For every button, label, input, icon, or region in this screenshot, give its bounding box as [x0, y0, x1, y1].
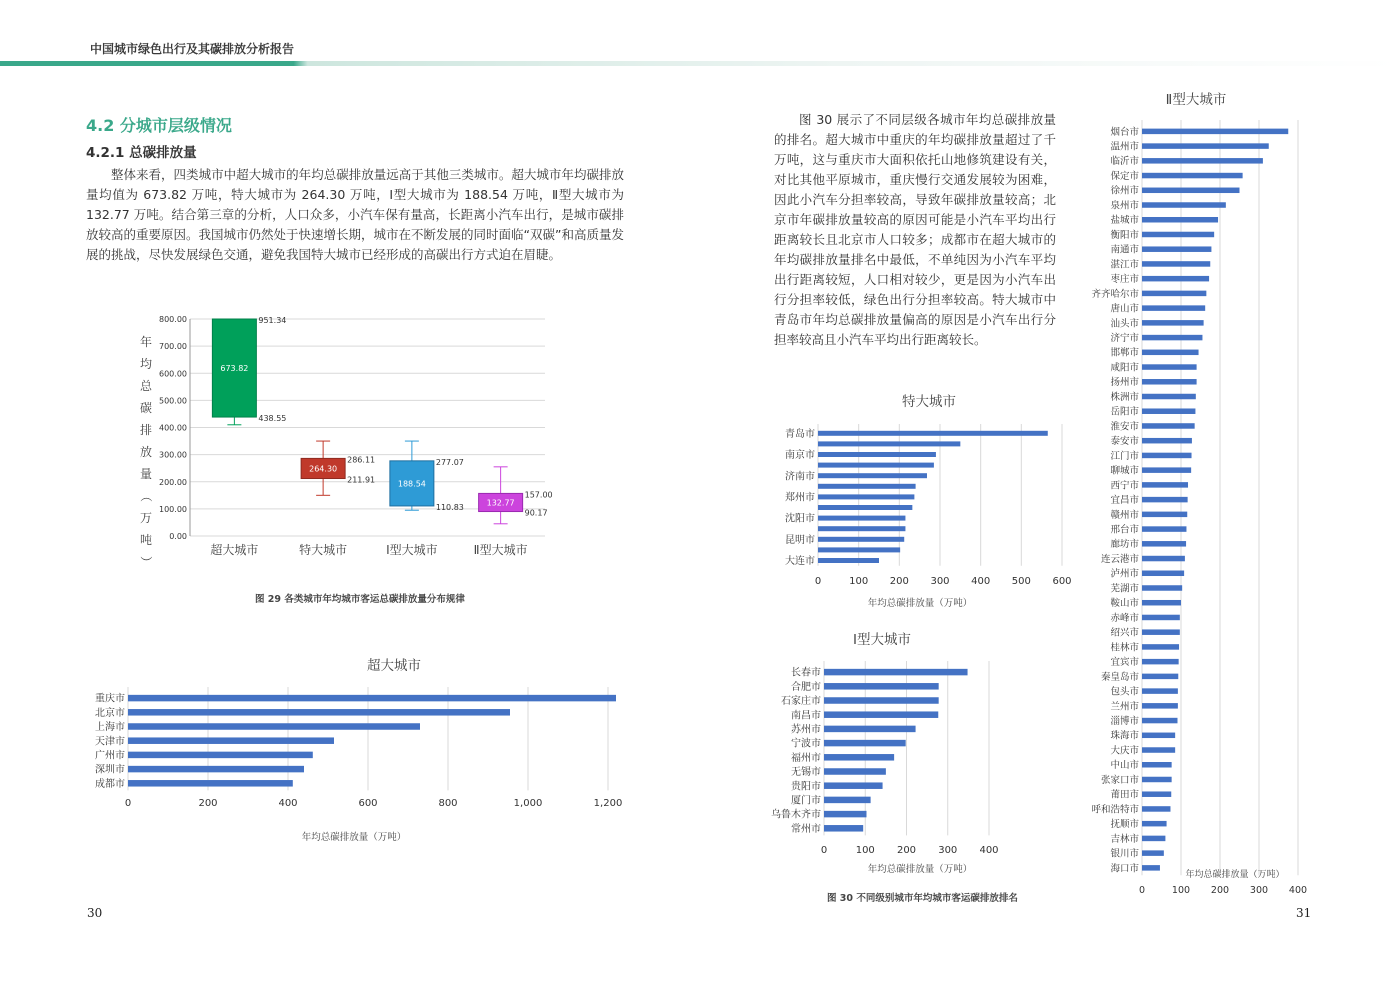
bar — [824, 711, 938, 718]
category-label: 邢台市 — [1110, 524, 1139, 536]
type1-cities-chart — [760, 625, 1010, 880]
bar — [1142, 276, 1209, 282]
category-label: 淮安市 — [1110, 421, 1139, 433]
category-label: 兰州市 — [1110, 701, 1139, 713]
x-tick-label: 200 — [198, 798, 218, 809]
bar — [818, 473, 927, 478]
category-label: 成都市 — [95, 778, 125, 790]
y-axis-label-char: 年 — [139, 335, 153, 349]
category-label: 中山市 — [1110, 760, 1139, 772]
bar — [128, 780, 293, 787]
bar — [1142, 379, 1197, 385]
category-label: 南昌市 — [791, 710, 821, 722]
bar — [1142, 305, 1205, 311]
bar — [1142, 821, 1167, 827]
bar — [824, 825, 863, 832]
category-label: 长春市 — [791, 667, 821, 679]
bar — [1142, 703, 1178, 709]
category-label: 深圳市 — [95, 764, 125, 776]
y-tick-label: 800.00 — [159, 315, 187, 324]
x-tick-label: 0 — [814, 576, 822, 587]
category-label: 泰安市 — [1110, 436, 1139, 448]
bar — [818, 452, 936, 457]
bar — [1142, 129, 1288, 135]
category-label: 宁波市 — [791, 738, 821, 750]
right-paragraph: 图 30 展示了不同层级各城市年均总碳排放量的排名。超大城市中重庆的年均碳排放量超过了千万吨，这与重庆市大面积依托山地修筑建设有关，对比其他平原城市，重庆慢行交通发展较为困难，因此小汽车分担率较高，导致年碳排放量较高；北京市年碳排放量较高的原因可能是小汽车平均出行距离较长且北京市人口较多；成都市在超大城市的年均碳排放量排名中最低，不单纯因为小汽车平均出行距离较短，人口相对较少，更是因为小汽车出行分担率较低，绿色出行分担率较高。特大城市中青岛市年均总碳排放量偏高的原因是小汽车出行分担率较高且小汽车平均出行距离较长。 — [774, 112, 1056, 347]
x-tick-label: 100 — [849, 576, 869, 587]
category-label: 咸阳市 — [1110, 362, 1139, 374]
category-label: 齐齐哈尔市 — [1091, 288, 1139, 300]
category-label: 扬州市 — [1110, 377, 1139, 389]
category-label: 泉州市 — [1110, 200, 1139, 212]
category-label: 海口市 — [1110, 863, 1139, 875]
category-label: 盐城市 — [1110, 215, 1139, 227]
bar — [1142, 291, 1206, 297]
bar — [1142, 482, 1188, 488]
bar — [1142, 526, 1186, 532]
chart-title: Ⅰ型大城市 — [853, 632, 911, 648]
x-tick-label: 200 — [896, 845, 917, 856]
bar — [1142, 232, 1214, 238]
x-axis-label: 年均总碳排放量（万吨） — [867, 598, 973, 609]
category-label: 福州市 — [791, 752, 821, 764]
category-label: 乌鲁木齐市 — [771, 809, 821, 821]
x-tick-label: 100 — [1171, 885, 1191, 896]
section-title: 4.2 分城市层级情况 — [86, 116, 232, 135]
category-label: 南通市 — [1110, 244, 1139, 256]
bar — [1142, 718, 1177, 724]
x-tick-label: 0 — [820, 845, 828, 856]
category-label: 济南市 — [785, 471, 815, 483]
category-label: 岳阳市 — [1110, 406, 1139, 418]
bar — [818, 537, 904, 542]
chart-title: Ⅱ型大城市 — [1165, 92, 1227, 108]
y-axis-label-char: 万 — [139, 511, 153, 525]
bar — [1142, 600, 1181, 606]
bar — [128, 766, 304, 773]
bar — [1142, 556, 1185, 562]
category-label: 大连市 — [785, 556, 815, 568]
y-tick-label: 400.00 — [159, 423, 187, 433]
category-label: 包头市 — [1110, 686, 1139, 698]
x-tick-label: 500 — [1011, 576, 1031, 587]
x-axis-label: 年均总碳排放量（万吨） — [867, 864, 973, 875]
bar — [1142, 659, 1179, 665]
bar — [824, 797, 871, 804]
x-tick-label: 0 — [1138, 885, 1146, 896]
x-tick-label: 400 — [971, 576, 991, 587]
bar — [818, 484, 916, 489]
box-q1-label: 211.91 — [347, 475, 376, 485]
bar — [818, 547, 900, 552]
category-label: 枣庄市 — [1110, 274, 1139, 286]
category-label: 衡阳市 — [1110, 229, 1139, 241]
bar — [1142, 806, 1170, 812]
bar — [824, 782, 883, 789]
category-label: 呼和浩特市 — [1091, 804, 1139, 816]
bar — [1142, 158, 1263, 164]
header-bar — [0, 60, 1398, 67]
category-label: 廊坊市 — [1110, 539, 1139, 551]
category-label: 珠海市 — [1110, 730, 1139, 742]
bar — [1142, 173, 1243, 179]
chart-title: 超大城市 — [367, 658, 421, 674]
category-label: 汕头市 — [1110, 318, 1139, 330]
y-tick-label: 600.00 — [159, 369, 187, 379]
bar — [1142, 629, 1180, 635]
bar — [1142, 541, 1186, 547]
box-q1-label: 110.83 — [435, 502, 464, 512]
page-number-right: 31 — [1296, 906, 1312, 920]
bar — [1142, 615, 1180, 621]
category-label: 临沂市 — [1110, 156, 1139, 168]
x-tick-label: 200 — [889, 576, 909, 587]
type2-cities-chart — [1080, 85, 1320, 900]
bar — [1142, 762, 1172, 768]
x-tick-label: 1,200 — [593, 798, 623, 809]
y-tick-label: 700.00 — [159, 342, 187, 352]
bar — [1142, 688, 1178, 694]
y-tick-label: 500.00 — [159, 396, 187, 406]
y-axis-label-char: 碳 — [139, 401, 153, 415]
category-label: 温州市 — [1110, 141, 1139, 153]
category-label: 淄博市 — [1110, 715, 1139, 727]
category-label: 鞍山市 — [1110, 598, 1139, 610]
bar — [1142, 217, 1218, 223]
bar — [818, 431, 1048, 436]
bar — [1142, 202, 1226, 208]
x-tick-label: 400 — [278, 798, 298, 809]
category-label: 石家庄市 — [781, 696, 821, 708]
category-label: 昆明市 — [785, 534, 815, 546]
bar — [1142, 467, 1191, 473]
bar — [1142, 644, 1179, 650]
y-axis-label-char: ） — [139, 555, 153, 568]
category-label: 济宁市 — [1110, 333, 1139, 345]
box-mean-label: 188.54 — [397, 479, 426, 489]
x-tick-label: 1,000 — [513, 798, 543, 809]
bar — [1142, 850, 1164, 856]
y-tick-label: 100.00 — [159, 504, 187, 514]
category-label: 常州市 — [791, 823, 821, 835]
bar — [1142, 335, 1202, 341]
bar — [128, 737, 334, 744]
category-label: 芜湖市 — [1110, 583, 1139, 595]
category-label: 赣州市 — [1110, 509, 1139, 521]
bar — [824, 740, 906, 747]
category-label: 绍兴市 — [1110, 627, 1139, 639]
bar — [1142, 350, 1199, 356]
bar — [1142, 674, 1178, 680]
x-tick-label: 600 — [358, 798, 378, 809]
category-label: 保定市 — [1110, 170, 1139, 182]
bar — [1142, 438, 1192, 444]
bar — [128, 695, 616, 702]
category-label: 张家口市 — [1100, 774, 1139, 786]
category-label: 合肥市 — [791, 681, 821, 693]
bar — [128, 723, 420, 730]
bar — [824, 669, 968, 676]
y-axis-label-char: （ — [139, 489, 153, 503]
bar — [824, 811, 866, 818]
bar — [824, 754, 894, 761]
figure-29-caption: 图 29 各类城市年均城市客运总碳排放量分布规律 — [255, 594, 465, 605]
bar — [1142, 747, 1175, 753]
category-label: 烟台市 — [1110, 126, 1139, 138]
y-axis-label-char: 均 — [139, 357, 153, 371]
chart-title: 特大城市 — [902, 394, 956, 410]
report-title: 中国城市绿色出行及其碳排放分析报告 — [90, 42, 295, 56]
bar — [1142, 865, 1160, 871]
category-label: 上海市 — [95, 722, 125, 734]
bar — [1142, 423, 1195, 429]
x-tick-label: 200 — [1210, 885, 1230, 896]
category-label: 银川市 — [1110, 848, 1139, 860]
bar — [1142, 512, 1187, 517]
y-axis-label-char: 量 — [139, 467, 153, 481]
x-tick-label: 600 — [1052, 576, 1072, 587]
bar — [1142, 246, 1211, 252]
bar — [824, 726, 916, 733]
bar — [824, 683, 939, 690]
bar — [818, 441, 960, 446]
box-mean-label: 673.82 — [220, 364, 249, 374]
category-label: Ⅱ型大城市 — [473, 543, 528, 557]
bar — [1142, 408, 1195, 414]
box-q1-label: 438.55 — [258, 414, 287, 424]
box-q3-label: 277.07 — [435, 457, 464, 467]
category-label: 邯郸市 — [1110, 347, 1139, 359]
bar — [1142, 320, 1204, 326]
category-label: 宜昌市 — [1110, 495, 1139, 507]
category-label: 无锡市 — [791, 767, 821, 779]
category-label: 青岛市 — [785, 428, 815, 440]
category-label: 唐山市 — [1110, 303, 1139, 315]
bar — [818, 558, 879, 563]
category-label: 吉林市 — [1110, 833, 1139, 845]
y-axis-label-char: 总 — [139, 379, 153, 393]
bar — [1142, 143, 1269, 149]
bar — [1142, 733, 1175, 739]
x-tick-label: 300 — [938, 845, 958, 856]
bar — [128, 709, 510, 716]
bar — [1142, 497, 1188, 503]
category-label: 超大城市 — [210, 543, 259, 557]
category-label: 江门市 — [1110, 450, 1139, 462]
box-mean-label: 264.30 — [309, 464, 338, 474]
category-label: 徐州市 — [1110, 185, 1139, 197]
category-label: 抚顺市 — [1110, 819, 1139, 831]
bar — [1142, 261, 1210, 267]
box-q3-label: 157.00 — [524, 490, 553, 500]
bar — [1142, 453, 1192, 459]
x-axis-label: 年均总碳排放量（万吨） — [301, 832, 407, 843]
category-label: 赤峰市 — [1110, 612, 1139, 624]
x-tick-label: 300 — [1249, 885, 1269, 896]
figure-30-caption: 图 30 不同级别城市年均城市客运碳排放排名 — [827, 893, 1018, 904]
bar — [1142, 777, 1172, 783]
page-number-left: 30 — [87, 906, 103, 920]
x-tick-label: 400 — [979, 845, 999, 856]
bar — [1142, 791, 1171, 797]
y-tick-label: 300.00 — [159, 450, 187, 460]
category-label: 郑州市 — [785, 492, 815, 504]
category-label: 特大城市 — [299, 543, 348, 557]
mega-cities-chart — [770, 385, 1080, 615]
bar — [1142, 836, 1165, 842]
category-label: 厦门市 — [791, 795, 821, 807]
category-label: 莆田市 — [1110, 789, 1139, 801]
category-label: 宜宾市 — [1110, 657, 1139, 669]
bar — [818, 516, 905, 521]
x-tick-label: 400 — [1288, 885, 1308, 896]
x-axis-label: 年均总碳排放量（万吨） — [1185, 870, 1285, 880]
category-label: 西宁市 — [1110, 480, 1139, 492]
y-tick-label: 200.00 — [159, 477, 187, 487]
box-q3-label: 951.34 — [258, 316, 287, 325]
category-label: 苏州市 — [791, 724, 821, 736]
box-q3-label: 286.11 — [347, 455, 376, 465]
bar — [1142, 571, 1184, 577]
category-label: 连云港市 — [1100, 553, 1139, 565]
left-paragraph: 整体来看，四类城市中超大城市的年均总碳排放量远高于其他三类城市。超大城市年均碳排放量均值为 673.82 万吨，特大城市为 264.30 万吨，Ⅰ型大城市为 188.54 万吨，Ⅱ型大城市为 132.77 万吨。结合第三章的分析，人口众多，小汽车保有量高，长距离小汽车出行，是城市碳排放较高的重要原因。我国城市仍然处于快速增长期，城市在不断发展的同时面临“双碳”和高质量发展的挑战，尽快发展绿色交通，避免我国特大城市已经形成的高碳出行方式迫在眉睫。 — [86, 167, 624, 262]
bar — [1142, 394, 1196, 400]
bar — [1142, 364, 1197, 370]
category-label: 泸州市 — [1110, 568, 1139, 580]
category-label: 株洲市 — [1110, 391, 1139, 403]
x-tick-label: 300 — [930, 576, 950, 587]
category-label: 湛江市 — [1110, 259, 1139, 271]
bar — [818, 526, 905, 531]
bar — [1142, 188, 1240, 194]
y-axis-label-char: 放 — [139, 445, 153, 459]
bar — [818, 505, 912, 510]
y-axis-label-char: 排 — [139, 423, 153, 437]
box-q1-label: 90.17 — [524, 508, 548, 518]
category-label: 重庆市 — [95, 693, 125, 705]
x-tick-label: 0 — [124, 798, 132, 809]
x-tick-label: 100 — [855, 845, 875, 856]
bar — [818, 494, 914, 499]
category-label: 聊城市 — [1110, 465, 1139, 477]
boxplot-chart — [130, 308, 560, 568]
bar — [824, 697, 939, 704]
box-mean-label: 132.77 — [486, 498, 515, 508]
category-label: 桂林市 — [1110, 642, 1139, 654]
category-label: Ⅰ型大城市 — [386, 543, 438, 557]
x-tick-label: 800 — [438, 798, 458, 809]
category-label: 广州市 — [95, 750, 125, 762]
category-label: 天津市 — [95, 736, 125, 748]
y-axis-label-char: 吨 — [139, 533, 153, 547]
category-label: 大庆市 — [1110, 745, 1139, 757]
bar — [818, 463, 934, 468]
y-tick-label: 0.00 — [169, 532, 187, 541]
bar — [128, 752, 313, 759]
subsection-title: 4.2.1 总碳排放量 — [86, 145, 197, 161]
category-label: 北京市 — [95, 707, 125, 719]
super-cities-chart — [80, 650, 640, 850]
category-label: 沈阳市 — [785, 513, 815, 525]
bar — [824, 768, 886, 775]
bar — [1142, 585, 1182, 591]
category-label: 贵阳市 — [791, 781, 821, 793]
category-label: 秦皇岛市 — [1100, 671, 1139, 683]
category-label: 南京市 — [785, 450, 815, 462]
